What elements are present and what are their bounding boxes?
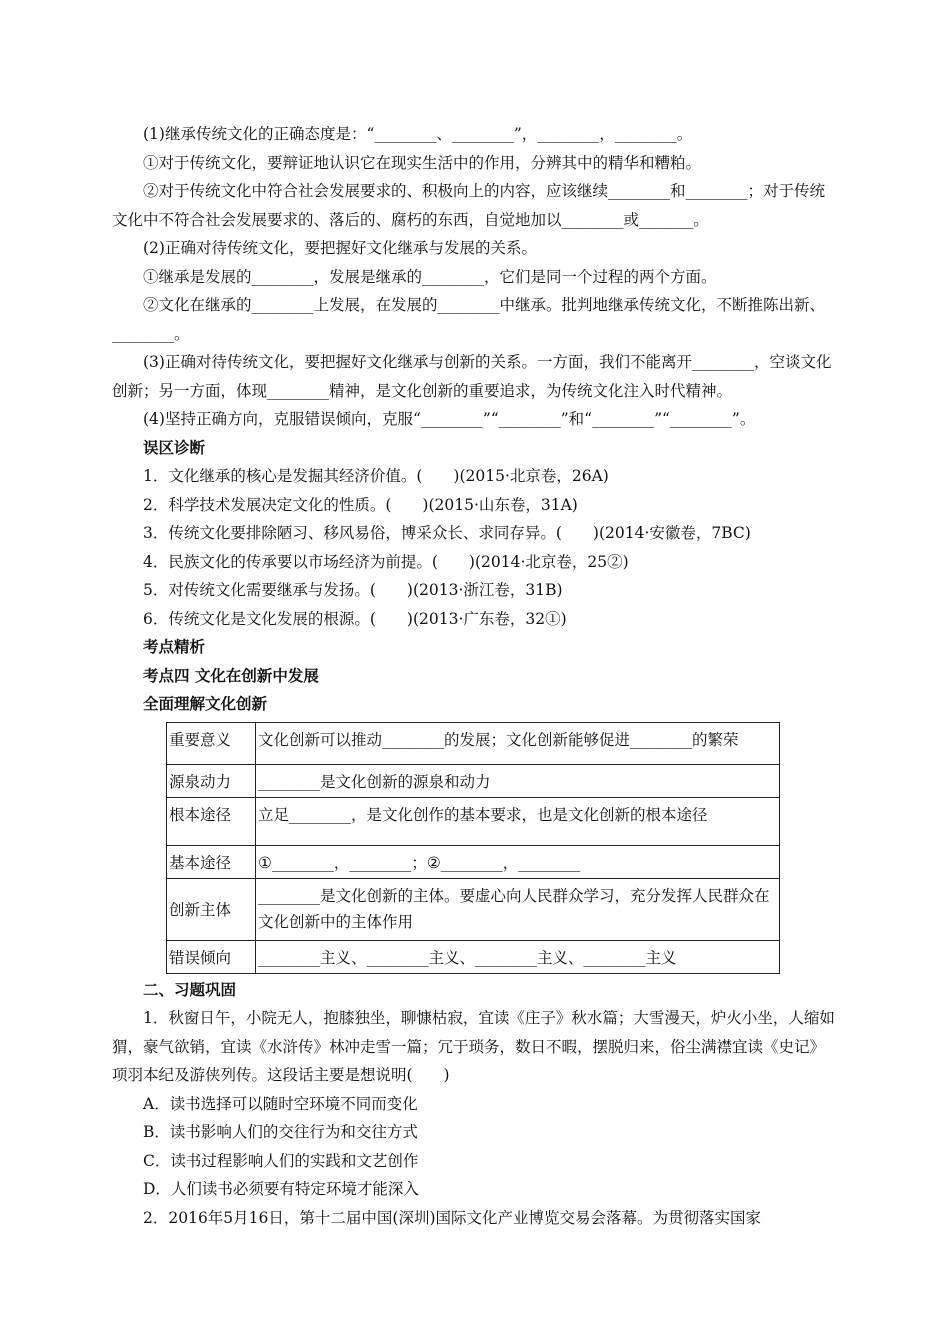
row-content: 立足________，是文化创作的基本要求，也是文化创新的根本途径 [256, 797, 780, 845]
table-heading: 全面理解文化创新 [143, 695, 268, 713]
row-label: 重要意义 [167, 722, 256, 764]
topic-heading: 考点四 文化在创新中发展 [143, 666, 319, 685]
misdiagnosis-item: 6．传统文化是文化发展的根源。( )(2013·广东卷，32①) [143, 609, 567, 628]
misdiagnosis-item: 5．对传统文化需要继承与发扬。( )(2013·浙江卷，31B) [143, 581, 563, 599]
row-label: 根本途径 [167, 797, 256, 845]
misdiagnosis-item: 1．文化继承的核心是发掘其经济价值。( )(2015·北京卷，26A) [143, 467, 609, 485]
row-label: 错误倾向 [167, 940, 256, 973]
row-content: ________是文化创新的主体。要虚心向人民群众学习，充分发挥人民群众在文化创新中的主体作用 [256, 878, 780, 940]
paragraph-inherit-develop: (2)正确对待传统文化，要把握好文化继承与发展的关系。 [143, 239, 537, 257]
row-label: 基本途径 [167, 845, 256, 878]
misdiagnosis-item: 2．科学技术发展决定文化的性质。( )(2015·山东卷，31A) [143, 495, 578, 514]
option-a: A．读书选择可以随时空环境不同而变化 [143, 1094, 418, 1113]
misdiagnosis-item: 3．传统文化要排除陋习、移风易俗，博采众长、求同存异。( )(2014·安徽卷，7BC) [143, 524, 751, 542]
question-1: 1．秋窗日午，小院无人，抱膝独坐，聊慷枯寂，宜读《庄子》秋水篇；大雪漫天，炉火小坐，人缩如猬，豪气欲销，宜读《水浒传》林冲走雪一篇；冗于琐务，数日不暇，摆脱归来，俗尘满襟宜读《史记》项羽本纪及游侠列传。这段话主要是想说明( ) [112, 1009, 835, 1084]
document-content [112, 120, 840, 1232]
misdiagnosis-item: 4．民族文化的传承要以市场经济为前提。( )(2014·北京卷，25②) [143, 552, 629, 571]
paragraph-dialectic: ①对于传统文化，要辩证地认识它在现实生活中的作用，分辨其中的精华和糟粕。 [143, 153, 702, 172]
option-c: C．读书过程影响人们的实践和文艺创作 [143, 1151, 419, 1170]
option-d: D．人们读书必须要有特定环境才能深入 [143, 1180, 419, 1198]
row-label: 源泉动力 [167, 764, 256, 797]
row-content: ①________，________；②________，________ [256, 845, 780, 878]
table-row [167, 878, 780, 940]
cultural-innovation-table [166, 722, 780, 974]
question-2: 2．2016年5月16日，第十二届中国(深圳)国际文化产业博览交易会落幕。为贯彻落实国家 [143, 1208, 761, 1227]
row-content: 文化创新可以推动________的发展；文化创新能够促进________的繁荣 [256, 722, 780, 764]
row-content: ________是文化创新的源泉和动力 [256, 764, 780, 797]
paragraph-foundation: ①继承是发展的________，发展是继承的________，它们是同一个过程的两个方面。 [143, 267, 717, 286]
paragraph-inherit-attitude: (1)继承传统文化的正确态度是：“________、________”，________，________。 [143, 125, 693, 143]
table-row [167, 764, 780, 797]
paragraph-wrong-tendencies: (4)坚持正确方向，克服错误倾向，克服“________”“________”和“________”“________”。 [143, 410, 756, 428]
option-b: B．读书影响人们的交往行为和交往方式 [143, 1123, 418, 1141]
analysis-heading: 考点精析 [143, 638, 206, 656]
paragraph-inherit-innovate: (3)正确对待传统文化，要把握好文化继承与创新的关系。一方面，我们不能离开________，空谈文化创新；另一方面，体现________精神，是文化创新的重要追求，为传统文化注入时代精神。 [112, 353, 832, 400]
exercises-heading: 二、习题巩固 [143, 980, 237, 999]
table-row [167, 797, 780, 845]
table-row [167, 722, 780, 764]
row-label: 创新主体 [167, 878, 256, 940]
row-content: ________主义、________主义、________主义、________主义 [256, 940, 780, 973]
paragraph-innovate: ②文化在继承的________上发展，在发展的________中继承。批判地继承传统文化，不断推陈出新、________。 [112, 296, 826, 343]
misdiagnosis-heading: 误区诊断 [143, 438, 206, 457]
table-row [167, 845, 780, 878]
paragraph-keep-discard: ②对于传统文化中符合社会发展要求的、积极向上的内容，应该继续________和________；对于传统文化中不符合社会发展要求的、落后的、腐朽的东西，自觉地加以________或_______。 [112, 182, 826, 229]
table-row [167, 940, 780, 973]
